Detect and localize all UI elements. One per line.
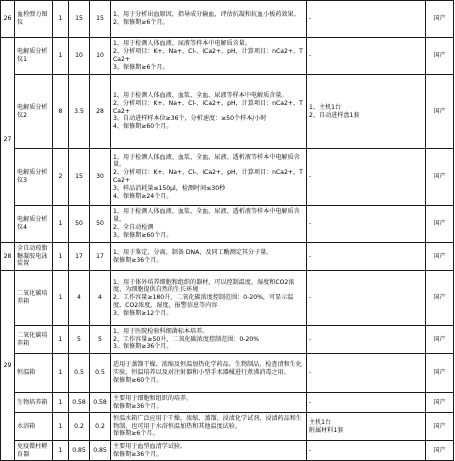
requirements-cell xyxy=(111,393,307,413)
requirements-cell xyxy=(111,38,307,75)
requirement-line: 4、保修期≥60个月。 xyxy=(113,123,173,131)
quantity-cell: 1 xyxy=(53,1,69,38)
requirement-line: 3、保修期≥36个月。 xyxy=(113,343,173,351)
unit-price-cell: 17 xyxy=(69,243,90,271)
requirements-cell xyxy=(111,149,307,206)
item-number-cell: 28 xyxy=(1,243,15,271)
requirement-line: 保修期≥36个月。 xyxy=(113,402,163,410)
table-row xyxy=(1,393,454,413)
unit-price-cell: 5 xyxy=(69,326,90,354)
configuration-cell: - xyxy=(307,271,426,326)
table-body xyxy=(1,1,454,461)
origin-cell: 国产 xyxy=(426,75,454,149)
quantity-cell: 1 xyxy=(53,441,69,461)
quantity-cell: 1 xyxy=(53,393,69,413)
table-row xyxy=(1,326,454,354)
requirement-line: 主要用于细胞和组织的培养。 xyxy=(113,394,193,402)
total-price-cell: 0.2 xyxy=(90,413,111,441)
total-price-cell: 30 xyxy=(90,149,111,206)
origin-cell: 国产 xyxy=(426,149,454,206)
total-price-cell: 15 xyxy=(90,1,111,38)
requirement-line: 2、工作容量≥180升，二氧化碳浓度控制范围：0-20%，可显示温度、CO2浓度、湿度，报警信息等内容 xyxy=(113,294,294,309)
total-price-cell: 50 xyxy=(90,206,111,243)
requirement-line: 1、用于体外培养细胞和组织的器材，可以控制温度、湿度和CO2浓度，为细胞提供自然的生长环境 xyxy=(113,278,295,294)
requirements-cell xyxy=(111,326,307,354)
quantity-cell: 1 xyxy=(53,326,69,354)
equipment-name-cell: 二氧化碳培养箱 xyxy=(15,271,53,326)
requirement-line: 2、分析项目：K+、Na+、Cl-、iCa2+、pH，计算项目：nCa2+、TCa2+ xyxy=(113,48,303,63)
quantity-cell: 1 xyxy=(53,271,69,326)
origin-cell: 国产 xyxy=(426,441,454,461)
equipment-name-cell: 电解质分析仪3 xyxy=(15,149,53,206)
requirement-line: 保修期≥60个月。 xyxy=(113,376,163,384)
table-row xyxy=(1,354,454,393)
configuration-cell: - xyxy=(307,243,426,271)
item-number-cell: 26 xyxy=(1,1,15,38)
origin-cell: 国产 xyxy=(426,38,454,75)
unit-price-cell: 0.85 xyxy=(69,441,90,461)
requirement-line: 2、分析项目：K+、Na+、Cl-、iCa2+、pH，计算项目：nCa2+、TCa2+ xyxy=(113,99,303,115)
requirement-line: 1、用于医院检验科细菌标本培养。 xyxy=(113,327,209,335)
configuration-cell: - xyxy=(307,206,426,243)
quantity-cell: 1 xyxy=(53,243,69,271)
requirements-cell xyxy=(111,1,307,38)
table-row xyxy=(1,38,454,75)
requirement-line: 保修期≥36个月。 xyxy=(113,450,163,458)
quantity-cell: 1 xyxy=(53,354,69,393)
origin-cell: 国产 xyxy=(426,413,454,441)
requirement-line: 1、用于检测人体血液、血浆、全血、尿液等样本中电解质含量。 xyxy=(113,92,288,99)
configuration-cell: - xyxy=(307,1,426,38)
requirement-line: 1、用于检测人体血液、血浆、全血、尿液、透析液等样本中电解质含量。 xyxy=(113,208,300,224)
configuration-cell: - xyxy=(307,38,426,75)
table-row xyxy=(1,413,454,441)
requirement-line: 4、保修期≥24个月。 xyxy=(113,192,173,200)
requirement-line: 保修期≥6个月。 xyxy=(113,430,159,438)
configuration-cell: - xyxy=(307,326,426,354)
table-row xyxy=(1,149,454,206)
requirement-line: 3、保修期≥12个月。 xyxy=(113,309,173,317)
unit-price-cell: 15 xyxy=(69,149,90,206)
quantity-cell: 1 xyxy=(53,413,69,441)
requirement-line: 主要用于血型血清学试验。 xyxy=(113,442,187,450)
table-row xyxy=(1,243,454,271)
requirements-cell xyxy=(111,441,307,461)
unit-price-cell: 50 xyxy=(69,206,90,243)
requirement-line: 1、用于检测人体血液、尿液等样本中电解质含量。 xyxy=(113,40,251,48)
equipment-name-cell: 恒温箱 xyxy=(15,354,53,393)
configuration-cell: - xyxy=(307,149,426,206)
requirement-line: 恒温水箱广泛应用于干燥、浓缩、蒸馏、浸渍化学试剂、浸渍药品和生物制，也可用于水浴恒温加热和其他温度试验。 xyxy=(113,414,302,430)
table-row xyxy=(1,206,454,243)
table-row xyxy=(1,271,454,326)
origin-cell: 国产 xyxy=(426,354,454,393)
requirements-cell xyxy=(111,354,307,393)
equipment-name-cell: 免疫微柱孵育器 xyxy=(15,441,53,461)
total-price-cell: 0.5 xyxy=(90,354,111,393)
requirement-line: 2、分析项目：K+、Na+、Cl-、iCa2+、pH，计算项目：nCa2+、TCa2+ xyxy=(113,169,303,184)
requirement-line: 3、保修期≥60个月。 xyxy=(113,231,173,239)
equipment-name-cell: 电解质分析仪4 xyxy=(15,206,53,243)
item-number-cell: 29 xyxy=(1,271,15,461)
requirement-line: 3、自动进样样本位≥36个，分析速度：≥50个样本/小时 xyxy=(113,115,267,123)
configuration-cell: - xyxy=(307,354,426,393)
equipment-name-cell: 二氧化碳培养箱 xyxy=(15,326,53,354)
equipment-name-cell: 生物培养箱 xyxy=(15,393,53,413)
requirements-cell xyxy=(111,271,307,326)
requirement-line: 适用于蒸馏干燥、浓缩及恒温加热化学药品、生物制品，检查清和生化实验，恒温培养以及对注射器和小型手术器械进行煮沸消毒之用。 xyxy=(113,361,302,377)
table-row xyxy=(1,441,454,461)
total-price-cell: 4 xyxy=(90,271,111,326)
configuration-cell: 1、主机1台 2、自动进样盘1套 xyxy=(307,75,426,149)
equipment-name-cell: 电解质分析仪1 xyxy=(15,38,53,75)
quantity-cell: 8 xyxy=(53,75,69,149)
requirement-line: 1、用于鉴定、分离、制备 DNA，及同工酶测定其分子量。 xyxy=(113,248,273,256)
total-price-cell: 17 xyxy=(90,243,111,271)
configuration-cell: - xyxy=(307,441,426,461)
equipment-name-cell: 血栓弹力图仪 xyxy=(15,1,53,38)
configuration-cell: - xyxy=(307,393,426,413)
unit-price-cell: 0.2 xyxy=(69,413,90,441)
requirement-line: 2、保修期≥6个月。 xyxy=(113,19,169,26)
table-row xyxy=(1,1,454,38)
unit-price-cell: 10 xyxy=(69,38,90,75)
total-price-cell: 10 xyxy=(90,38,111,75)
quantity-cell: 2 xyxy=(53,149,69,206)
quantity-cell: 1 xyxy=(53,38,69,75)
requirement-line: 2、工作容量≥50升，二氧化碳浓度控制范围：0-20% xyxy=(113,335,260,343)
origin-cell: 国产 xyxy=(426,1,454,38)
requirements-cell xyxy=(111,206,307,243)
configuration-cell: 主机1台 附属材料1套 xyxy=(307,413,426,441)
requirements-cell xyxy=(111,243,307,271)
origin-cell: 国产 xyxy=(426,326,454,354)
requirement-line: 3、样品消耗量≤150μl，检测时间≤30秒 xyxy=(113,184,226,192)
equipment-name-cell: 全自动琼脂糖凝胶电泳装置 xyxy=(15,243,53,271)
equipment-name-cell: 电解质分析仪2 xyxy=(15,75,53,149)
total-price-cell: 0.58 xyxy=(90,393,111,413)
unit-price-cell: 4 xyxy=(69,271,90,326)
unit-price-cell: 15 xyxy=(69,1,90,38)
total-price-cell: 5 xyxy=(90,326,111,354)
origin-cell: 国产 xyxy=(426,271,454,326)
unit-price-cell: 0.5 xyxy=(69,354,90,393)
requirement-line: 1、用于分析出血原因，指导成分输血，评估抗凝和抗血小板药效果。 xyxy=(113,11,300,19)
origin-cell: 国产 xyxy=(426,206,454,243)
equipment-name-cell: 水浴箱 xyxy=(15,413,53,441)
requirements-cell xyxy=(111,413,307,441)
total-price-cell: 0.85 xyxy=(90,441,111,461)
quantity-cell: 1 xyxy=(53,206,69,243)
requirement-line: 1、用于检测人体血液、血浆、全血、尿液、透析液等样本中电解质含量。 xyxy=(113,153,300,169)
origin-cell: 国产 xyxy=(426,243,454,271)
requirement-line: 3、保修期≥6个月。 xyxy=(113,63,169,71)
table-row xyxy=(1,75,454,149)
requirements-cell xyxy=(111,75,307,149)
unit-price-cell: 0.58 xyxy=(69,393,90,413)
requirement-line: 保修期≥36个月。 xyxy=(113,256,163,264)
origin-cell: 国产 xyxy=(426,393,454,413)
requirement-line: 2、全自动检测 xyxy=(113,224,154,231)
unit-price-cell: 3.5 xyxy=(69,75,90,149)
total-price-cell: 28 xyxy=(90,75,111,149)
item-number-cell: 27 xyxy=(1,38,15,243)
